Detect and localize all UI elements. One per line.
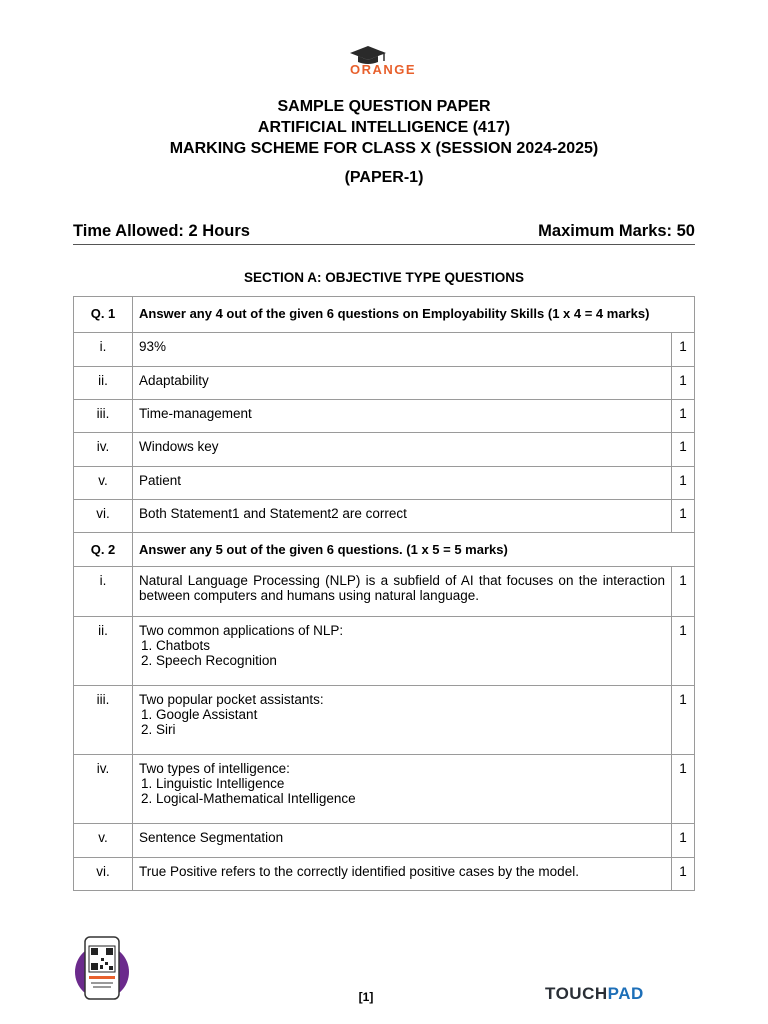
answer-text: Sentence Segmentation [133, 824, 672, 858]
paper-header [0, 96, 768, 188]
table-row [74, 500, 695, 533]
answer-text: Both Statement1 and Statement2 are correct [133, 500, 672, 533]
list-item: 2. Logical-Mathematical Intelligence [141, 791, 356, 806]
row-number: iv. [74, 433, 133, 467]
answer-text: Two common applications of NLP: [139, 623, 344, 638]
answer-text: Time-management [133, 400, 672, 433]
list-item: 1. Google Assistant [141, 707, 258, 722]
row-number: iii. [74, 686, 133, 755]
exam-info-row [73, 222, 695, 245]
paper-number: (PAPER-1) [344, 169, 424, 186]
answer-text: Windows key [133, 433, 672, 467]
answer-text: Natural Language Processing (NLP) is a subfield of AI that focuses on the interaction between computers and humans using natural language. [133, 567, 672, 617]
brand-text-part1: TOUCH [545, 984, 608, 1003]
mark-value: 1 [672, 824, 695, 858]
mark-value: 1 [672, 367, 695, 400]
answer-text: Two popular pocket assistants: [139, 692, 324, 707]
row-number: vi. [74, 858, 133, 891]
row-number: ii. [74, 367, 133, 400]
mark-value: 1 [672, 500, 695, 533]
row-number: i. [74, 567, 133, 617]
mark-value: 1 [672, 755, 695, 824]
mark-value: 1 [672, 617, 695, 686]
brand-text-part2: PAD [607, 984, 644, 1003]
mark-value: 1 [672, 433, 695, 467]
mark-value: 1 [672, 467, 695, 500]
row-number: v. [74, 467, 133, 500]
maximum-marks: Maximum Marks: 50 [538, 222, 695, 240]
table-row [74, 567, 695, 617]
table-row [74, 367, 695, 400]
marking-scheme-table [73, 296, 695, 891]
list-item: 2. Speech Recognition [141, 653, 277, 668]
mark-value: 1 [672, 567, 695, 617]
question-instruction: Answer any 4 out of the given 6 questions on Employability Skills (1 x 4 = 4 marks) [133, 297, 695, 333]
table-row [74, 824, 695, 858]
table-row [74, 467, 695, 500]
row-number: ii. [74, 617, 133, 686]
table-row [74, 858, 695, 891]
orange-logo [342, 44, 428, 78]
question-header-row [74, 533, 695, 567]
touchpad-logo [545, 984, 644, 1004]
row-number: iii. [74, 400, 133, 433]
answer-text: Two types of intelligence: [139, 761, 290, 776]
question-label: Q. 1 [74, 297, 133, 333]
row-number: vi. [74, 500, 133, 533]
answer-cell [133, 755, 672, 824]
mark-value: 1 [672, 686, 695, 755]
row-number: v. [74, 824, 133, 858]
question-instruction: Answer any 5 out of the given 6 questions. (1 x 5 = 5 marks) [133, 533, 695, 567]
header-line-3: MARKING SCHEME FOR CLASS X (SESSION 2024-2025) [169, 140, 599, 157]
header-line-2: ARTIFICIAL INTELLIGENCE (417) [257, 119, 511, 136]
page-number: [1] [358, 990, 374, 1004]
table-row [74, 433, 695, 467]
answer-text: True Positive refers to the correctly identified positive cases by the model. [133, 858, 672, 891]
list-item: 2. Siri [141, 722, 176, 737]
row-number: i. [74, 333, 133, 367]
logo-text: ORANGE [350, 62, 417, 77]
table-row [74, 617, 695, 686]
mark-value: 1 [672, 400, 695, 433]
question-label: Q. 2 [74, 533, 133, 567]
row-number: iv. [74, 755, 133, 824]
answer-text: Patient [133, 467, 672, 500]
section-title: SECTION A: OBJECTIVE TYPE QUESTIONS [243, 270, 525, 285]
answer-text: Adaptability [133, 367, 672, 400]
list-item: 1. Linguistic Intelligence [141, 776, 285, 791]
mark-value: 1 [672, 858, 695, 891]
time-allowed: Time Allowed: 2 Hours [73, 222, 250, 240]
answer-cell [133, 617, 672, 686]
table-row [74, 686, 695, 755]
mark-value: 1 [672, 333, 695, 367]
table-row [74, 333, 695, 367]
header-line-1: SAMPLE QUESTION PAPER [277, 98, 491, 115]
table-row [74, 755, 695, 824]
table-row [74, 400, 695, 433]
question-header-row [74, 297, 695, 333]
list-item: 1. Chatbots [141, 638, 211, 653]
answer-cell [133, 686, 672, 755]
answer-text: 93% [133, 333, 672, 367]
